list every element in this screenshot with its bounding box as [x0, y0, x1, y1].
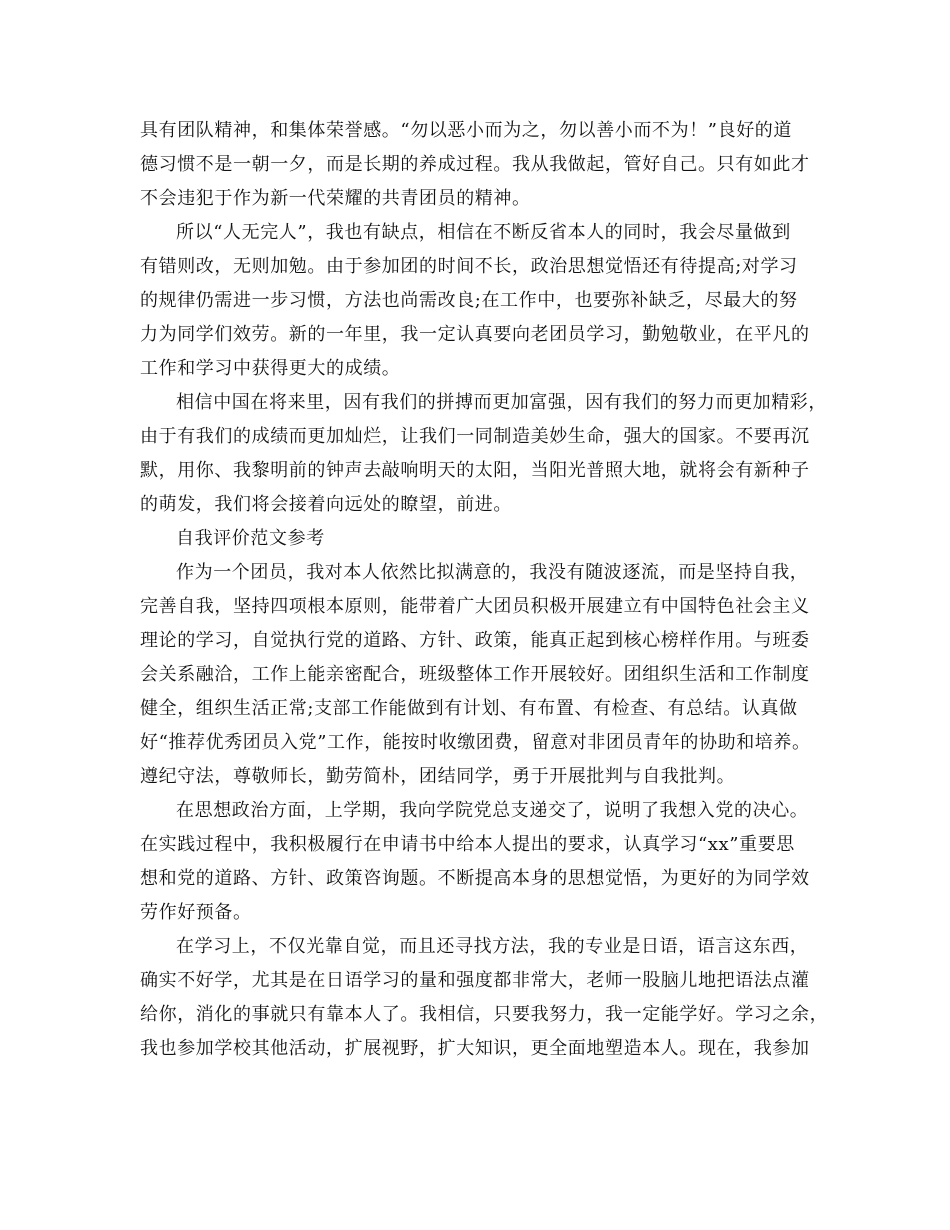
text-line: 想和党的道路、方针、政策咨询题。不断提高本身的思想觉悟，为更好的为同学效	[140, 868, 810, 889]
text-line: 由于有我们的成绩而更加灿烂，让我们一同制造美妙生命，强大的国家。不要再沉	[140, 426, 810, 447]
text-line: 相信中国在将来里，因有我们的拼搏而更加富强，因有我们的努力而更加精彩，	[176, 392, 827, 413]
document-body	[140, 114, 829, 1066]
text-line: 作为一个团员，我对本人依然比拟满意的，我没有随波逐流，而是坚持自我，	[176, 562, 809, 583]
section-heading: 自我评价范文参考	[176, 528, 325, 549]
text-line: 理论的学习，自觉执行党的道路、方针、政策，能真正起到核心榜样作用。与班委	[140, 630, 810, 651]
text-line: 德习惯不是一朝一夕，而是长期的养成过程。我从我做起，管好自己。只有如此才	[140, 154, 810, 175]
text-line: 在学习上，不仅光靠自觉，而且还寻找方法，我的专业是日语，语言这东西，	[176, 936, 809, 957]
text-line: 具有团队精神，和集体荣誉感。“勿以恶小而为之，勿以善小而不为！”良好的道	[140, 120, 793, 141]
text-line: 有错则改，无则加勉。由于参加团的时间不长，政治思想觉悟还有待提高;对学习	[140, 256, 798, 277]
text-line: 在思想政治方面，上学期，我向学院党总支递交了，说明了我想入党的决心。	[176, 800, 809, 821]
text-line: 力为同学们效劳。新的一年里，我一定认真要向老团员学习，勤勉敬业，在平凡的	[140, 324, 810, 345]
text-line: 的规律仍需进一步习惯，方法也尚需改良;在工作中，也要弥补缺乏，尽最大的努	[140, 290, 798, 311]
text-line: 完善自我，坚持四项根本原则，能带着广大团员积极开展建立有中国特色社会主义	[140, 596, 810, 617]
text-line: 的萌发，我们将会接着向远处的瞭望，前进。	[140, 494, 512, 515]
text-line: 劳作好预备。	[140, 902, 252, 923]
text-line: 默，用你、我黎明前的钟声去敲响明天的太阳，当阳光普照大地，就将会有新种子	[140, 460, 810, 481]
text-line: 确实不好学，尤其是在日语学习的量和强度都非常大，老师一股脑儿地把语法点灌	[140, 970, 810, 991]
text-line: 不会违犯于作为新一代荣耀的共青团员的精神。	[140, 188, 531, 209]
text-line: 遵纪守法，尊敬师长，勤劳简朴，团结同学，勇于开展批判与自我批判。	[140, 766, 736, 787]
text-line: 我也参加学校其他活动，扩展视野，扩大知识，更全面地塑造本人。现在，我参加	[140, 1038, 810, 1059]
text-line: 给你，消化的事就只有靠本人了。我相信，只要我努力，我一定能学好。学习之余，	[140, 1004, 829, 1025]
text-line: 会关系融洽，工作上能亲密配合，班级整体工作开展较好。团组织生活和工作制度	[140, 664, 810, 685]
text-line: 健全，组织生活正常;支部工作能做到有计划、有布置、有检查、有总结。认真做	[140, 698, 798, 719]
text-line: 所以“人无完人”，我也有缺点，相信在不断反省本人的同时，我会尽量做到	[176, 222, 791, 243]
text-line: 在实践过程中，我积极履行在申请书中给本人提出的要求，认真学习“xx”重要思	[140, 834, 795, 855]
text-line: 工作和学习中获得更大的成绩。	[140, 358, 401, 379]
text-line: 好“推荐优秀团员入党”工作，能按时收缴团费，留意对非团员青年的协助和培养。	[140, 732, 811, 753]
